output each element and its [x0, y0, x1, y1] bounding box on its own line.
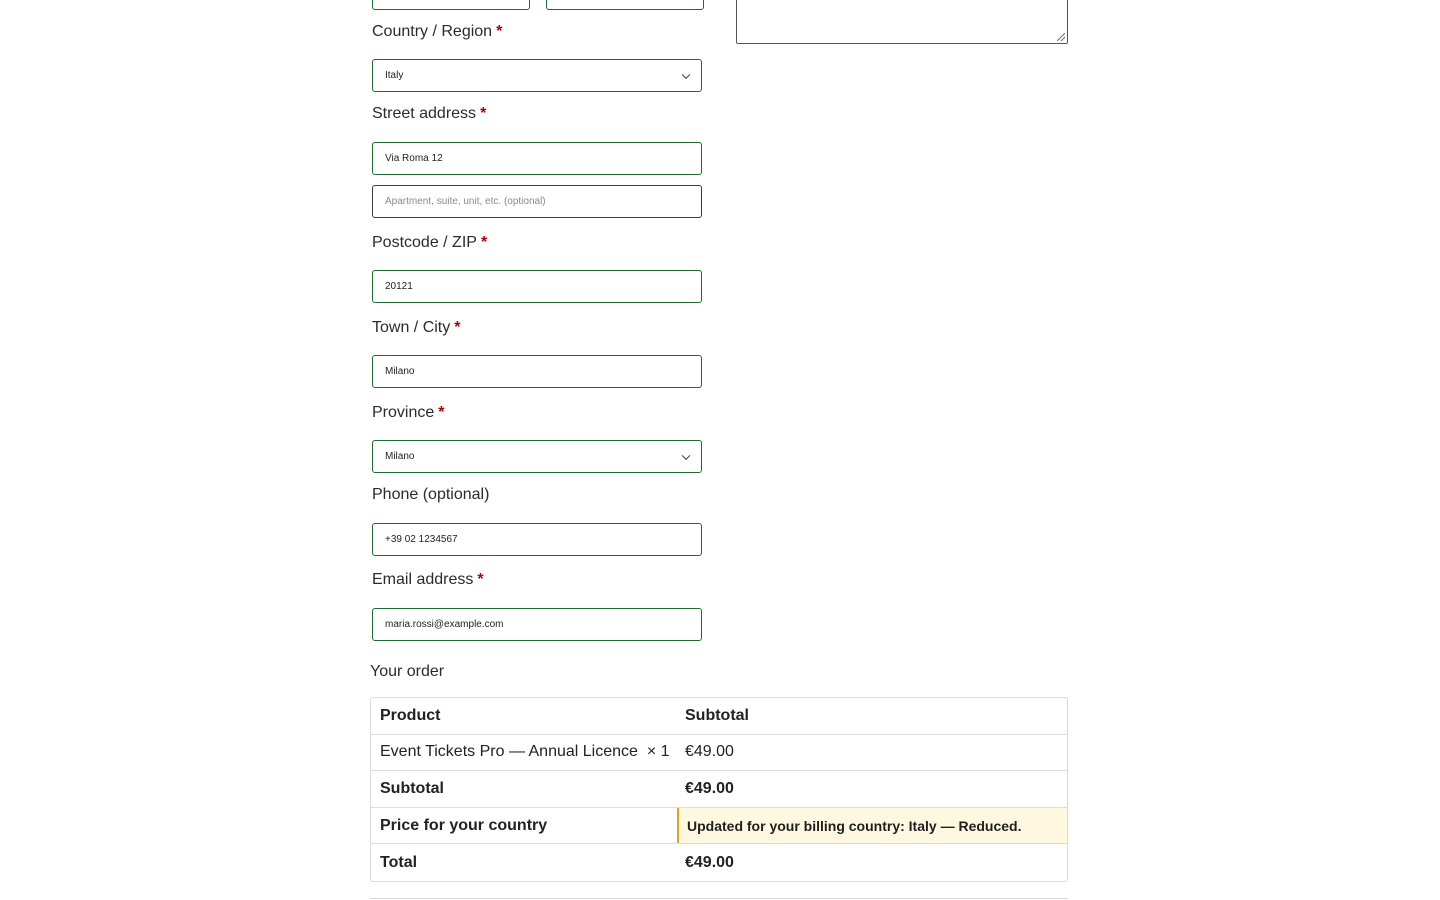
first-name-input[interactable]	[372, 0, 530, 10]
email-input[interactable]: maria.rossi@example.com	[372, 608, 702, 641]
order-heading: Your order	[370, 663, 445, 680]
order-item-price: €49.00	[685, 743, 734, 761]
subtotal-column-header: Subtotal	[685, 706, 749, 724]
country-price-label: Price for your country	[380, 816, 548, 834]
total-label: Total	[380, 853, 418, 871]
order-item-qty: × 1	[646, 743, 670, 761]
total-row	[371, 844, 1067, 881]
city-input[interactable]: Milano	[372, 355, 702, 388]
street-address-2-input[interactable]: Apartment, suite, unit, etc. (optional)	[372, 185, 702, 218]
chevron-down-icon	[682, 451, 690, 459]
subtotal-label: Subtotal	[380, 779, 444, 797]
phone-input[interactable]: +39 02 1234567	[372, 523, 702, 556]
city-label: Town / City *	[372, 319, 461, 336]
table-row	[371, 735, 1067, 772]
chevron-down-icon	[682, 70, 690, 78]
total-value: €49.00	[685, 853, 734, 871]
province-select[interactable]: Milano	[372, 440, 702, 473]
last-name-input[interactable]	[546, 0, 704, 10]
product-column-header: Product	[380, 706, 441, 724]
postcode-input[interactable]: 20121	[372, 270, 702, 303]
country-price-notice: Updated for your billing country: Italy — Reduced.	[677, 808, 1067, 844]
phone-label: Phone (optional)	[372, 486, 490, 503]
subtotal-value: €49.00	[685, 779, 734, 797]
order-notes-textarea[interactable]	[736, 0, 1068, 44]
street-address-input[interactable]: Via Roma 12	[372, 142, 702, 175]
order-review-table	[370, 697, 1068, 882]
divider	[370, 898, 1068, 899]
resize-grip-icon[interactable]	[1057, 33, 1065, 41]
country-select[interactable]: Italy	[372, 59, 702, 92]
postcode-label: Postcode / ZIP *	[372, 234, 488, 251]
province-label: Province *	[372, 404, 445, 421]
street-address-label: Street address *	[372, 105, 487, 122]
email-label: Email address *	[372, 571, 484, 588]
order-item-name: Event Tickets Pro — Annual Licence × 1	[380, 743, 670, 761]
table-header-row	[371, 698, 1067, 735]
country-price-row	[371, 808, 1067, 845]
subtotal-row	[371, 771, 1067, 808]
country-label: Country / Region *	[372, 23, 503, 40]
